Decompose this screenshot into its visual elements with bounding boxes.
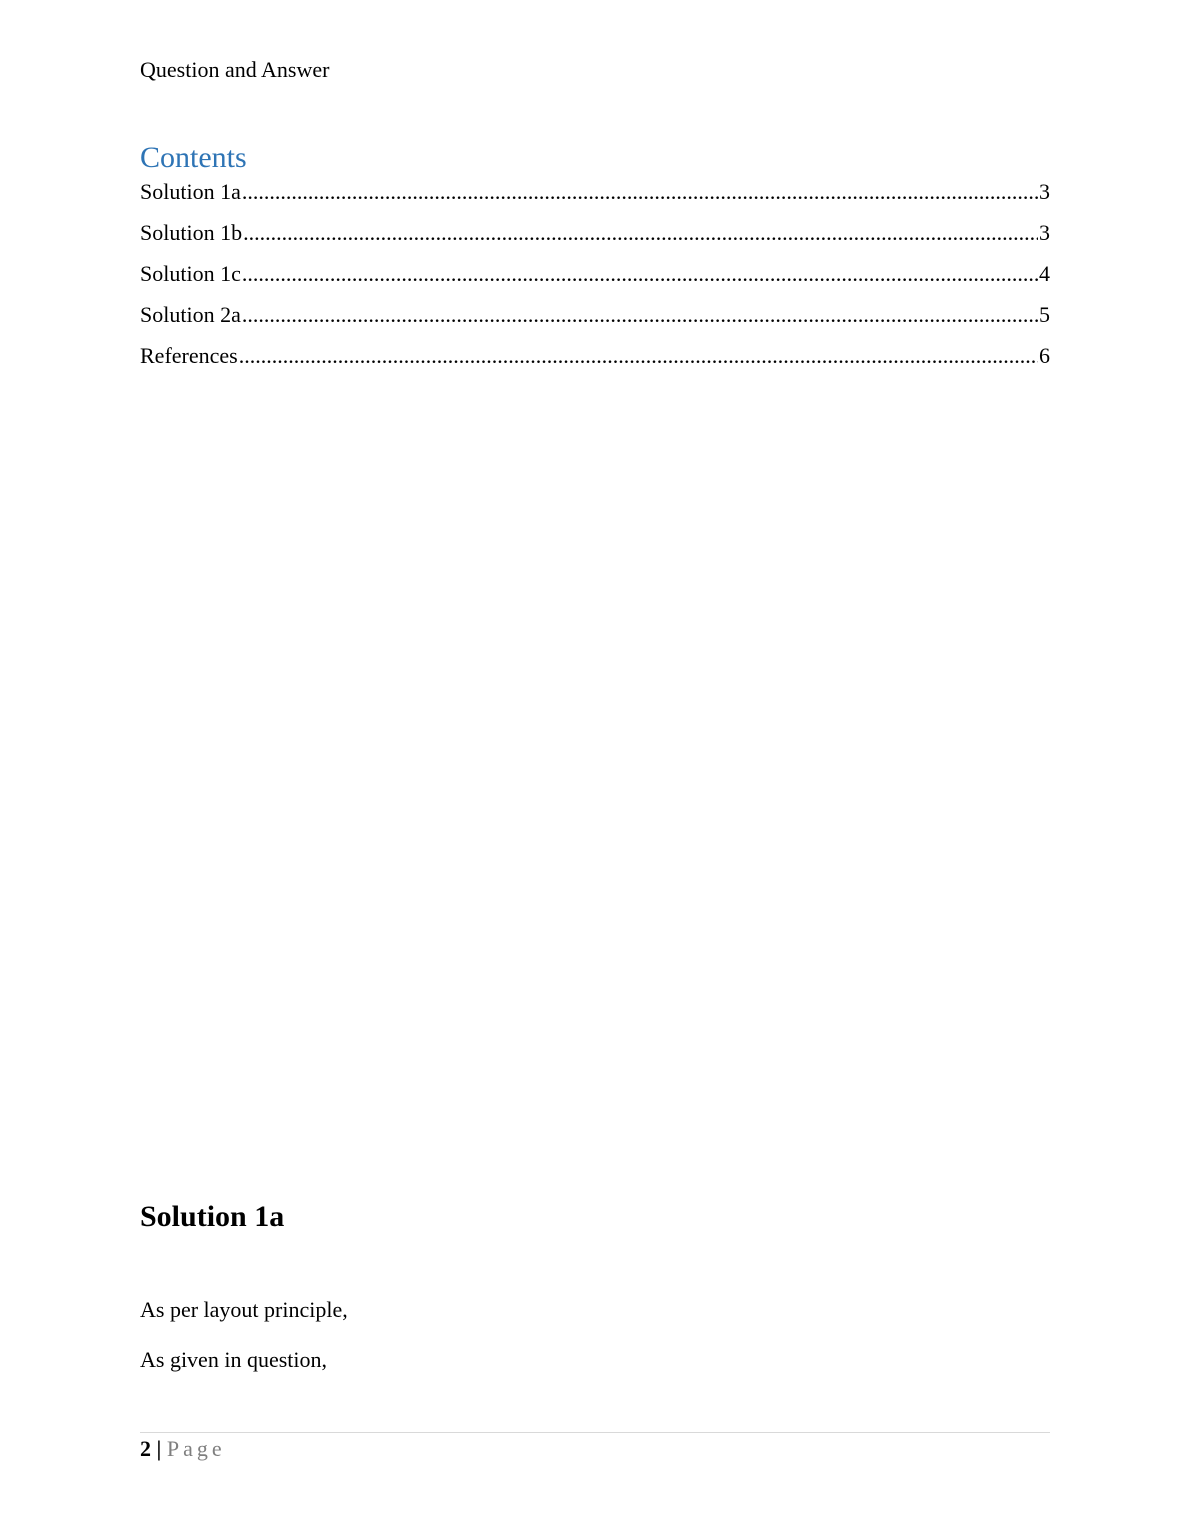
toc-entry-references[interactable] bbox=[140, 342, 1050, 383]
body-paragraph: As given in question, bbox=[140, 1347, 327, 1372]
page-header-title: Question and Answer bbox=[140, 57, 330, 82]
footer-page-number: 2 bbox=[140, 1436, 151, 1461]
toc-entry-page: 3 bbox=[1039, 179, 1050, 204]
toc-entry-label: Solution 1a bbox=[140, 179, 241, 204]
toc-entry-page: 4 bbox=[1039, 261, 1050, 286]
footer-divider bbox=[140, 1432, 1050, 1433]
toc-entry-page: 6 bbox=[1039, 343, 1050, 368]
toc-dot-leader bbox=[243, 219, 1038, 247]
footer-separator: | bbox=[156, 1436, 162, 1461]
toc-entry-solution-2a[interactable] bbox=[140, 301, 1050, 342]
table-of-contents bbox=[140, 178, 1050, 383]
toc-entry-label: Solution 2a bbox=[140, 302, 241, 327]
toc-entry-solution-1b[interactable] bbox=[140, 219, 1050, 260]
toc-entry-label: Solution 1c bbox=[140, 261, 241, 286]
toc-entry-solution-1a[interactable] bbox=[140, 178, 1050, 219]
footer-page-word: Page bbox=[166, 1436, 226, 1461]
toc-entry-solution-1c[interactable] bbox=[140, 260, 1050, 301]
toc-heading: Contents bbox=[140, 141, 247, 174]
toc-entry-page: 5 bbox=[1039, 302, 1050, 327]
toc-entry-page: 3 bbox=[1039, 220, 1050, 245]
toc-dot-leader bbox=[242, 301, 1038, 329]
body-paragraph: As per layout principle, bbox=[140, 1297, 348, 1322]
toc-dot-leader bbox=[242, 260, 1038, 288]
toc-entry-label: References bbox=[140, 343, 238, 368]
toc-dot-leader bbox=[239, 342, 1038, 370]
page-footer bbox=[140, 1435, 226, 1463]
section-heading: Solution 1a bbox=[140, 1200, 285, 1233]
toc-dot-leader bbox=[242, 178, 1038, 206]
toc-entry-label: Solution 1b bbox=[140, 220, 243, 245]
